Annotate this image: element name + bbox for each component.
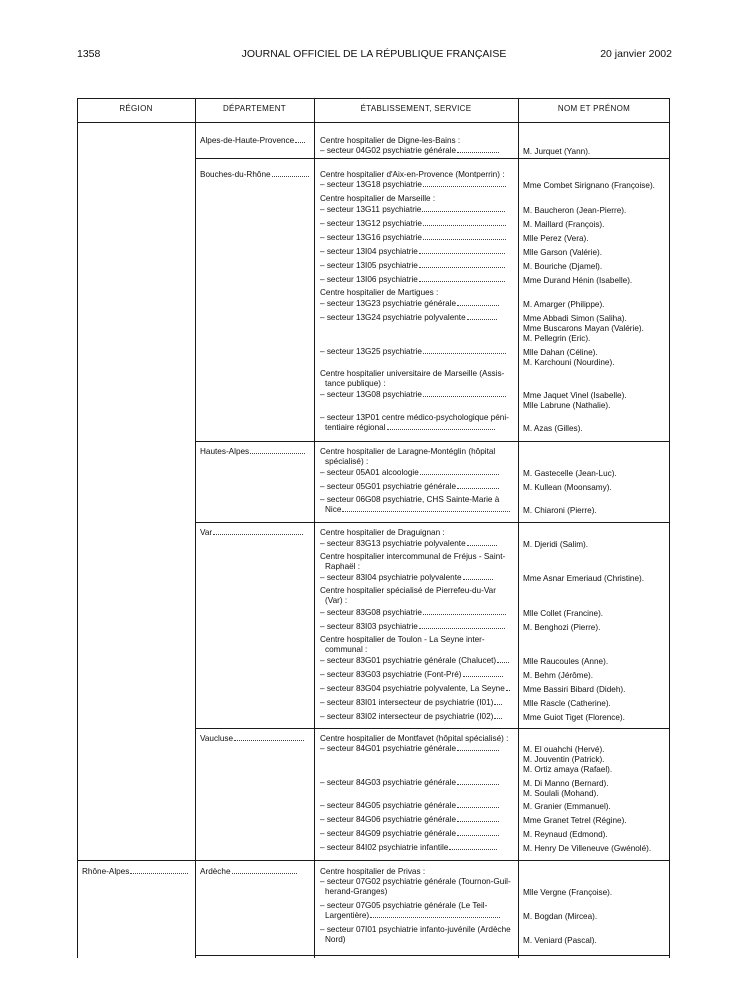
nom-entry: M. Kullean (Moonsamy). (523, 483, 612, 492)
etablissement-line: – secteur 13P01 centre médico-psychologique péni- (320, 413, 509, 422)
nom-entry: Mme Asnar Emeriaud (Christine). (523, 574, 645, 583)
departement-cell (200, 447, 305, 457)
column-header-region: RÉGION (119, 104, 153, 113)
etablissement-line: tentiaire régional (320, 423, 495, 433)
departement-cell (200, 528, 303, 538)
nom-entry: M. Karchouni (Nourdine). (523, 358, 615, 367)
nom-entry: M. Behm (Jérôme). (523, 671, 594, 680)
departement-label: Var (200, 528, 213, 537)
etablissement-line: Centre hospitalier de Digne-les-Bains : (320, 136, 461, 145)
nom-entry: M. Chiaroni (Pierre). (523, 506, 597, 515)
table-top-rule (77, 98, 670, 99)
etablissement-line: – secteur 13G24 psychiatrie polyvalente (320, 313, 497, 323)
nom-entry: M. Jouventin (Patrick). (523, 755, 605, 764)
etablissement-line: – secteur 13I06 psychiatrie (320, 275, 505, 285)
departement-label: Bouches-du-Rhône (200, 170, 271, 179)
etablissement-line: – secteur 05G01 psychiatrie générale (320, 482, 499, 492)
etablissement-line: Raphaël : (325, 562, 361, 571)
etablissement-line: – secteur 06G08 psychiatrie, CHS Sainte-Marie à (320, 495, 500, 504)
column-header-departement: DÉPARTEMENT (222, 104, 286, 113)
departement-cell (200, 867, 297, 877)
nom-entry: Mlle Raucoules (Anne). (523, 657, 609, 666)
nom-entry: Mlle Rascle (Catherine). (523, 699, 611, 708)
journal-title: JOURNAL OFFICIEL DE LA RÉPUBLIQUE FRANÇAISE (241, 48, 507, 60)
region-label: Rhône-Alpes (82, 867, 130, 876)
etablissement-line: – secteur 83G08 psychiatrie (320, 608, 506, 618)
nom-entry: M. Ortiz amaya (Rafael). (523, 765, 613, 774)
etablissement-line: (Var) : (325, 596, 348, 605)
etablissement-line: Centre hospitalier de Martigues : (320, 288, 439, 297)
departement-separator (195, 728, 670, 729)
etablissement-line: – secteur 07G02 psychiatrie générale (Tournon-Guil- (320, 877, 511, 886)
nom-entry: M. Djeridi (Salim). (523, 540, 589, 549)
etablissement-line: – secteur 83I04 psychiatrie polyvalente (320, 573, 493, 583)
etablissement-line: – secteur 84G09 psychiatrie générale (320, 829, 499, 839)
etablissement-line: – secteur 84G05 psychiatrie générale (320, 801, 499, 811)
etablissement-line: tance publique) : (325, 379, 386, 388)
column-rule (518, 98, 519, 958)
nom-entry: Mme Bassiri Bibard (Dideh). (523, 685, 626, 694)
etablissement-line: – secteur 13G11 psychiatrie (320, 205, 505, 215)
departement-separator (195, 522, 670, 523)
nom-entry: M. Soulali (Mohand). (523, 789, 599, 798)
etablissement-line: – secteur 84G01 psychiatrie générale (320, 744, 499, 754)
etablissement-line: – secteur 84I02 psychiatrie infantile (320, 843, 497, 853)
nom-entry: Mme Granet Tetrel (Régine). (523, 816, 627, 825)
nom-entry: M. Benghozi (Pierre). (523, 623, 601, 632)
nom-entry: M. Granier (Emmanuel). (523, 802, 611, 811)
nom-entry: M. Gastecelle (Jean-Luc). (523, 469, 617, 478)
etablissement-line: – secteur 04G02 psychiatrie générale (320, 146, 499, 156)
nom-entry: M. Reynaud (Edmond). (523, 830, 608, 839)
etablissement-line: – secteur 83I02 intersecteur de psychiatrie (I02) (320, 712, 502, 722)
etablissement-line: – secteur 84G06 psychiatrie générale (320, 815, 499, 825)
nom-entry: M. Henry De Villeneuve (Gwénolé). (523, 844, 652, 853)
etablissement-line: Centre hospitalier de Marseille : (320, 194, 436, 203)
etablissement-line: – secteur 07I01 psychiatrie infanto-juvénile (Ardèche (320, 925, 511, 934)
nom-entry: M. Azas (Gilles). (523, 424, 583, 433)
issue-date: 20 janvier 2002 (600, 48, 672, 60)
nom-entry: Mlle Perez (Vera). (523, 234, 589, 243)
etablissement-line: – secteur 13G12 psychiatrie (320, 219, 506, 229)
column-rule (314, 98, 315, 958)
departement-cell (200, 170, 309, 180)
nom-entry: Mme Combet Sirignano (Françoise). (523, 181, 655, 190)
column-header-nom: NOM ET PRÉNOM (557, 104, 631, 113)
nom-entry: Mlle Vergne (Françoise). (523, 888, 613, 897)
region-cell (82, 867, 188, 877)
etablissement-line: Centre hospitalier de Toulon - La Seyne inter- (320, 635, 485, 644)
nom-entry: M. Veniard (Pascal). (523, 936, 597, 945)
etablissement-line: – secteur 83I01 intersecteur de psychiatrie (I01) (320, 698, 502, 708)
nom-entry: Mme Jaquet Vinel (Isabelle). (523, 391, 627, 400)
nom-entry: Mlle Collet (Francine). (523, 609, 604, 618)
nominations-table (77, 98, 670, 958)
nom-entry: Mme Guiot Tiget (Florence). (523, 713, 625, 722)
etablissement-line: – secteur 13G23 psychiatrie générale (320, 299, 499, 309)
nom-entry: Mlle Labrune (Nathalie). (523, 401, 611, 410)
nom-entry: M. Baucheron (Jean-Pierre). (523, 206, 627, 215)
page-number: 1358 (77, 48, 101, 60)
departement-cell (200, 734, 304, 744)
nom-entry: M. Amarger (Philippe). (523, 300, 605, 309)
etablissement-line: Centre hospitalier universitaire de Marseille (Assis- (320, 369, 505, 378)
etablissement-line: Nice (320, 505, 510, 515)
etablissement-line: – secteur 05A01 alcoologie (320, 468, 499, 478)
table-header-rule (77, 122, 670, 123)
departement-label: Ardèche (200, 867, 231, 876)
etablissement-line: Nord) (325, 935, 346, 944)
etablissement-line: Centre hospitalier de Draguignan : (320, 528, 445, 537)
etablissement-line: – secteur 83G04 psychiatrie polyvalente, La Seyne (320, 684, 510, 694)
column-rule (195, 98, 196, 958)
nom-entry: M. Bouriche (Djamel). (523, 262, 603, 271)
column-rule (77, 98, 78, 958)
etablissement-line: Largentière) (320, 911, 500, 921)
departement-separator (195, 158, 670, 159)
departement-cell (200, 136, 305, 146)
nom-entry: Mme Abbadi Simon (Saliha). (523, 314, 627, 323)
departement-separator (195, 441, 670, 442)
etablissement-line: – secteur 84G03 psychiatrie générale (320, 778, 499, 788)
etablissement-line: Centre hospitalier de Montfavet (hôpital spécialisé) : (320, 734, 509, 743)
etablissement-line: Centre hospitalier spécialisé de Pierrefeu-du-Var (320, 586, 496, 595)
etablissement-line: – secteur 07G05 psychiatrie générale (Le Teil- (320, 901, 488, 910)
departement-label: Vaucluse (200, 734, 234, 743)
nom-entry: M. El ouahchi (Hervé). (523, 745, 605, 754)
column-header-etablissement: ÉTABLISSEMENT, SERVICE (360, 104, 472, 113)
etablissement-line: herand-Granges) (325, 887, 388, 896)
departement-label: Hautes-Alpes (200, 447, 250, 456)
nom-entry: M. Pellegrin (Eric). (523, 334, 591, 343)
region-separator (77, 860, 670, 861)
column-rule (669, 98, 670, 958)
nom-entry: M. Jurquet (Yann). (523, 147, 591, 156)
departement-label: Alpes-de-Haute-Provence (200, 136, 295, 145)
etablissement-line: – secteur 83I03 psychiatrie (320, 622, 505, 632)
nom-entry: M. Bogdan (Mircea). (523, 912, 598, 921)
etablissement-line: spécialisé) : (325, 457, 369, 466)
etablissement-line: – secteur 13G18 psychiatrie (320, 180, 506, 190)
etablissement-line: – secteur 83G13 psychiatrie polyvalente (320, 539, 497, 549)
nom-entry: Mme Buscarons Mayan (Valérie). (523, 324, 644, 333)
etablissement-line: Centre hospitalier de Privas : (320, 867, 426, 876)
etablissement-line: – secteur 13I04 psychiatrie (320, 247, 505, 257)
nom-entry: M. Di Manno (Bernard). (523, 779, 609, 788)
etablissement-line: – secteur 13G25 psychiatrie (320, 347, 506, 357)
etablissement-line: Centre hospitalier intercommunal de Fréjus - Saint- (320, 552, 506, 561)
nom-entry: Mme Durand Hénin (Isabelle). (523, 276, 633, 285)
nom-entry: M. Maillard (François). (523, 220, 605, 229)
table-bottom-rule (195, 955, 670, 956)
etablissement-line: – secteur 83G01 psychiatrie générale (Chalucet) (320, 656, 509, 666)
etablissement-line: – secteur 13G16 psychiatrie (320, 233, 506, 243)
etablissement-line: Centre hospitalier de Laragne-Montéglin (hôpital (320, 447, 496, 456)
etablissement-line: Centre hospitalier d'Aix-en-Provence (Montperrin) : (320, 170, 505, 179)
etablissement-line: – secteur 13G08 psychiatrie (320, 390, 506, 400)
etablissement-line: – secteur 13I05 psychiatrie (320, 261, 505, 271)
etablissement-line: communal : (325, 645, 368, 654)
etablissement-line: – secteur 83G03 psychiatrie (Font-Pré) (320, 670, 503, 680)
nom-entry: Mlle Garson (Valérie). (523, 248, 603, 257)
nom-entry: Mlle Dahan (Céline). (523, 348, 598, 357)
